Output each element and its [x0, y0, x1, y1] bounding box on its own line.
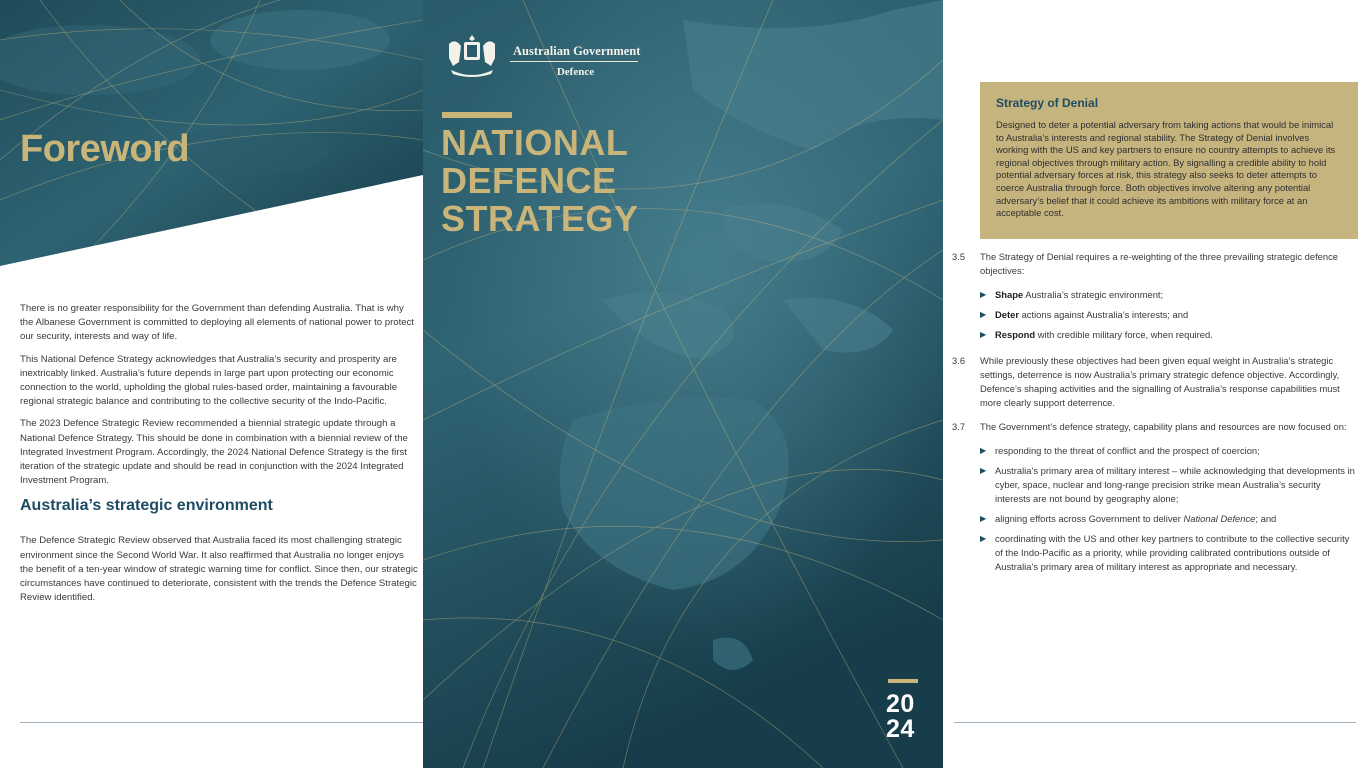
cover-title-line: STRATEGY [441, 198, 639, 239]
page-footer-rule [20, 722, 423, 723]
foreword-page [0, 0, 423, 768]
paragraph-text: The Strategy of Denial requires a re-weighting of the three prevailing strategic defence objectives: [980, 251, 1339, 276]
list-item-text: Australia’s strategic environment; [1023, 289, 1164, 300]
list-item-text: aligning efforts across Government to deliver [995, 513, 1184, 524]
cover-title [441, 124, 638, 238]
focus-list [980, 444, 1357, 574]
cover-title-line: NATIONAL [441, 122, 629, 163]
paragraph-3-6 [952, 354, 1357, 410]
foreword-paragraph: There is no greater responsibility for the Government than defending Australia. That is why the Albanese Government is committed to deploying all elements of national power to protect our security, interests and way of life. [20, 303, 415, 343]
paragraph-3-5 [952, 250, 1357, 278]
logo-divider [510, 61, 638, 62]
triangle-bullet-icon: ▶ [980, 310, 987, 319]
cover-title-line: DEFENCE [441, 160, 617, 201]
list-item [980, 444, 1357, 458]
government-name: Australian Government [513, 44, 641, 58]
list-item-keyword: Respond [995, 329, 1036, 340]
year-accent-bar [888, 679, 918, 683]
foreword-title: Foreword [20, 128, 190, 170]
list-item [980, 308, 1357, 322]
triangle-bullet-icon: ▶ [980, 330, 987, 339]
section-heading-strategic-environment: Australia’s strategic environment [20, 497, 273, 515]
foreword-body [20, 302, 418, 613]
triangle-bullet-icon: ▶ [980, 514, 987, 523]
box-text: Designed to deter a potential adversary from taking actions that would be inimical to Australia’s interests and regional stability. The Strategy of Denial involves working with the US and key partners to ensure no country attempts to achieve its regional objectives through military action. By signalling a credible ability to hold potential adversary forces at risk, this strategy also seeks to deter attempts to coerce Australia through force. Both objectives involve altering any potential adversary’s belief that it could achieve its ambitions with military force at an acceptable cost. [996, 119, 1336, 219]
foreword-paragraph: The 2023 Defence Strategic Review recommended a biennial strategic update through a National Defence Strategy. This should be done in combination with a biennial review of the Integrated Investment Program. Accordingly, the 2024 National Defence Strategy is the first iteration of the strategic update and should be read in conjunction with the 2024 Integrated Investment Program. [20, 418, 408, 487]
list-item [980, 328, 1357, 342]
cover-year [886, 692, 915, 742]
strategic-environment-paragraph: The Defence Strategic Review observed that Australia faced its most challenging strategic environment since the Second World War. It also reaffirmed that Australia no longer enjoys the benefit of a ten-year window of strategic warning time for conflict. Since then, our strategic circumstances have continued to deteriorate, consistent with the trends the Defence Strategic Review identified. [20, 535, 418, 604]
paragraph-3-7 [952, 420, 1357, 434]
strategy-page [943, 0, 1366, 768]
triangle-bullet-icon: ▶ [980, 290, 987, 299]
foreword-paragraph: This National Defence Strategy acknowledges that Australia’s security and prosperity are inextricably linked. Australia’s future depends in large part upon protecting our economic connection to the world, upholding the global rules-based order, maintaining a favourable regional strategic balance and contributing to the collective security of the Indo-Pacific. [20, 353, 398, 408]
cover-year-line: 20 [886, 690, 915, 718]
list-item [980, 512, 1357, 526]
list-item-text: with credible military force, when required. [1035, 329, 1213, 340]
department-name: Defence [556, 66, 595, 78]
page-footer-rule [954, 722, 1356, 723]
list-item [980, 532, 1357, 574]
list-item-text: coordinating with the US and other key partners to contribute to the collective security of the Indo-Pacific as a priority, while providing calibrated contributions outside of Australia’s primary area of military interest as appropriate and necessary. [995, 533, 1350, 572]
cover-year-line: 24 [886, 715, 915, 743]
list-item-text: responding to the threat of conflict and the prospect of coercion; [995, 445, 1260, 456]
list-item [980, 288, 1357, 302]
paragraph-number: 3.7 [952, 421, 966, 432]
triangle-bullet-icon: ▶ [980, 446, 987, 455]
paragraph-text: The Government’s defence strategy, capability plans and resources are now focused on: [980, 421, 1347, 432]
paragraph-number: 3.5 [952, 251, 966, 262]
list-item-text: ; and [1255, 513, 1277, 524]
strategy-of-denial-box [980, 82, 1358, 239]
box-title: Strategy of Denial [996, 96, 1099, 110]
coat-of-arms-icon [441, 32, 503, 80]
list-item [980, 464, 1357, 506]
objectives-list [980, 288, 1357, 342]
list-item-text: Australia’s primary area of military interest – while acknowledging that developments in cyber, space, nuclear and long-range precision strike mean Australia’s security interests are not bound by geography alone; [995, 465, 1355, 504]
list-item-emphasis: National Defence [1183, 513, 1256, 524]
triangle-bullet-icon: ▶ [980, 534, 987, 543]
paragraph-text: While previously these objectives had been given equal weight in Australia’s strategic settings, deterrence is now Australia’s primary strategic defence objective. Accordingly, Defence’s shaping activities and the signalling of Australia’s response capabilities must more clearly support deterrence. [980, 355, 1340, 408]
paragraph-number: 3.6 [952, 355, 966, 366]
title-accent-bar [442, 112, 512, 118]
list-item-text: actions against Australia’s interests; and [1018, 309, 1189, 320]
cover-page [423, 0, 943, 768]
government-logo [441, 32, 641, 82]
list-item-keyword: Deter [995, 309, 1019, 320]
strategy-body [952, 250, 1357, 586]
list-item-keyword: Shape [995, 289, 1024, 300]
triangle-bullet-icon: ▶ [980, 466, 987, 475]
